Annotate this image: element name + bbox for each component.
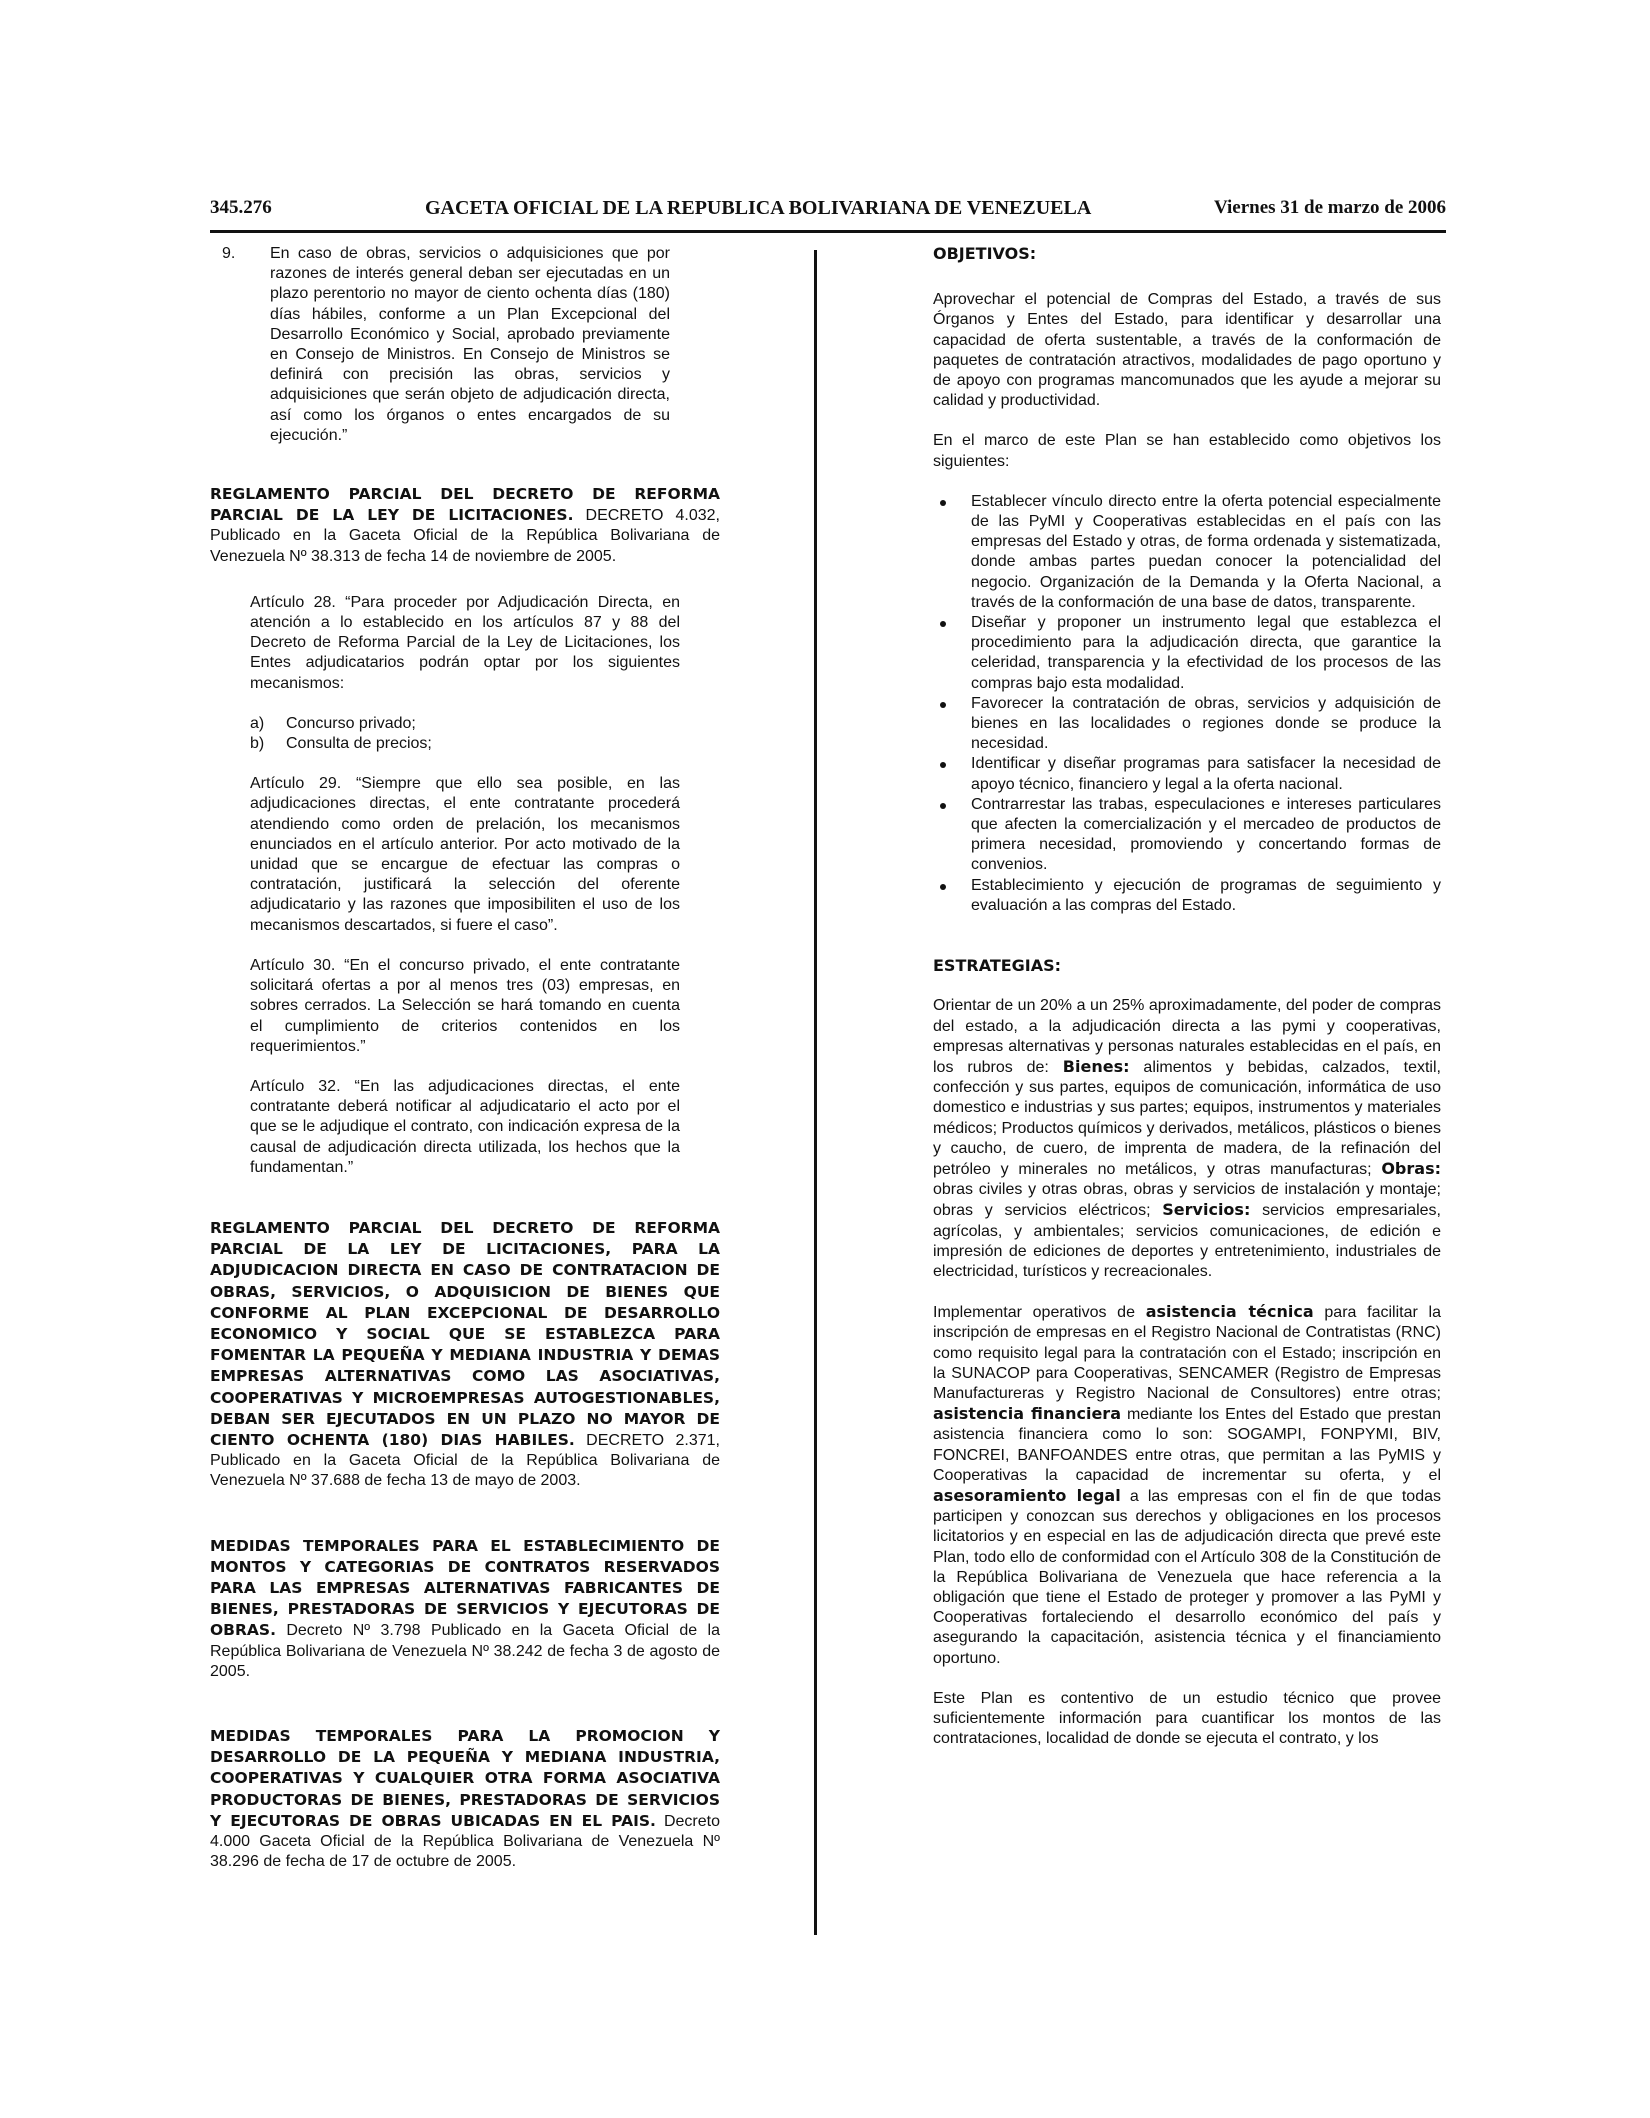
keyword-asistencia-tecnica: asistencia técnica [1145,1302,1314,1322]
medidas-reference: Decreto Nº 3.798 Publicado en la Gaceta Oficial de la República Bolivariana de Venezuela Nº 38.242 de fecha 3 de agosto de 2005. [210,1622,720,1680]
list-item: Favorecer la contratación de obras, servicios y adquisición de bienes en las localidades o regiones donde se produce la necesidad. [933,694,1441,755]
issue-date: Viernes 31 de marzo de 2006 [1214,197,1446,218]
list-letter: a) [250,714,265,732]
reglamento-reference: DECRETO 4.032, Publicado en la Gaceta Oficial de la República Bolivariana de Venezuela Nº 38.313 de fecha 14 de noviembre de 2005. [210,507,720,565]
keyword-asesoramiento-legal: asesoramiento legal [933,1485,1121,1505]
objetivos-lead: En el marco de este Plan se han establecido como objetivos los siguientes: [933,432,1441,470]
reglamento-title: REGLAMENTO PARCIAL DEL DECRETO DE REFORMA PARCIAL DE LA LEY DE LICITACIONES. [210,485,720,525]
header-rule [210,230,1446,233]
item-9 [222,244,720,446]
objetivos-heading: OBJETIVOS: [933,244,1037,263]
articulo-28 [250,593,680,694]
list-letter: b) [250,735,265,753]
list-text: Concurso privado; [286,714,416,732]
list-item: Identificar y diseñar programas para satisfacer la necesidad de apoyo técnico, financiero y legal a la oferta nacional. [933,754,1441,794]
page-number: 345.276 [210,197,272,218]
estrategia-2: Implementar operativos de asistencia técnica para facilitar la inscripción de empresas en el Registro Nacional de Contratistas (RNC) como requisito legal para la contratación con el Estado; inscripción en la SUNACOP para Cooperativas, SENCAMER (Registro de Empresas Manufactureras y Registro Nacional de Consultores) entre otras; asistencia financiera mediante los Entes del Estado que prestan asistencia financiera como lo son: SOGAMPI, FONPYMI, BIV, FONCREI, BANFOANDES entre otras, que permitan a las PyMIS y Cooperativas la capacidad de incrementar su oferta, y el asesoramiento legal a las empresas con el fin de que todas participen y conozcan sus derechos y obligaciones en los procesos licitatorios y en especial en las de adjudicación directa que prevé este Plan, todo ello de conformidad con el Artículo 308 de la Constitución de la República Bolivariana de Venezuela que hace referencia a la obligación que tiene el Estado de proteger y promover a las PyMI y Cooperativas fortaleciendo el desarrollo económico del país y asegurando la capacitación, asistencia técnica y el financiamiento oportuno. [933,1302,1442,1667]
keyword-servicios: Servicios: [1162,1200,1251,1220]
objetivos-list [933,492,1441,916]
articulo-30-text: Artículo 30. “En el concurso privado, el ente contratante solicitará ofertas a por al menos tres (03) empresas, en sobres cerrados. La Selección se hará tomando en cuenta el cumplimiento de criterios contenidos en los requerimientos.” [250,956,680,1055]
medidas-title: MEDIDAS TEMPORALES PARA EL ESTABLECIMIENTO DE MONTOS Y CATEGORIAS DE CONTRATOS RESERVADOS PARA LAS EMPRESAS ALTERNATIVAS FABRICANTES DE BIENES, PRESTADORAS DE SERVICIOS Y EJECUTORAS DE OBRAS. [210,1536,720,1640]
medidas-title: MEDIDAS TEMPORALES PARA LA PROMOCION Y DESARROLLO DE LA PEQUEÑA Y MEDIANA INDUSTRIA, COOPERATIVAS Y CUALQUIER OTRA FORMA ASOCIATIVA PRODUCTORAS DE BIENES, PRESTADORAS DE SERVICIOS Y EJECUTORAS DE OBRAS UBICADAS EN EL PAIS. [210,1726,720,1830]
list-item [250,714,720,734]
medidas-temporales-4000 [210,1726,720,1872]
right-column [933,244,1441,1749]
articulo-32 [250,1077,680,1178]
mechanism-list [250,714,720,754]
column-divider [814,250,817,1935]
list-item: Diseñar y proponer un instrumento legal que establezca el procedimiento para la adjudicación directa, que garantice la celeridad, transparencia y la efectividad de los procesos de las compras bajo esta modalidad. [933,613,1441,694]
articulo-28-text: Artículo 28. “Para proceder por Adjudicación Directa, en atención a lo establecido en los artículos 87 y 88 del Decreto de Reforma Parcial de la Ley de Licitaciones, los Entes adjudicatarios podrán optar por los siguientes mecanismos: [250,593,680,692]
articulo-29 [250,774,680,936]
list-item: Contrarrestar las trabas, especulaciones e intereses particulares que afecten la comercialización y el mercadeo de productos de primera necesidad, promoviendo y concertando formas de convenios. [933,795,1441,876]
articulo-29-text: Artículo 29. “Siempre que ello sea posible, en las adjudicaciones directas, el ente contratante procederá atendiendo como orden de prelación, los mecanismos enunciados en el artículo anterior. Por acto motivado de la unidad que se encargue de efectuar las compras o contratación, justificará la selección del oferente adjudicatario y las razones que imposibiliten el uso de los mecanismos descartados, si fuere el caso”. [250,775,680,934]
articulo-30 [250,956,680,1057]
gazette-title: GACETA OFICIAL DE LA REPUBLICA BOLIVARIANA DE VENEZUELA [425,197,1092,219]
keyword-obras: Obras: [1381,1158,1441,1178]
keyword-asistencia-financiera: asistencia financiera [933,1404,1121,1424]
medidas-reference: Decreto 4.000 Gaceta Oficial de la República Bolivariana de Venezuela Nº 38.296 de fecha de 17 de octubre de 2005. [210,1812,720,1871]
estrategia-1: Orientar de un 20% a un 25% aproximadamente, del poder de compras del estado, a la adjudicación directa a las pymi y cooperativas, empresas alternativas y personas naturales establecidas en el país, en los rubros de: Bienes: alimentos y bebidas, calzados, textil, confección y sus partes, equipos de comunicación, informática de uso domestico e industrias y sus partes; equipos, instrumentos y materiales médicos; Productos químicos y derivados, metálicos, plásticos o bienes y caucho, de cuero, de imprenta de madera, de la refinación del petróleo y minerales no metálicos, y otras manufacturas; Obras: obras civiles y otras obras, obras y servicios de instalación y montaje; obras y servicios eléctricos; Servicios: servicios empresariales, agrícolas, y ambientales; servicios comunicaciones, de edición e impresión de ediciones de deportes y entretenimiento, industriales de electricidad, turísticos y recreacionales. [933,997,1442,1280]
item-9-text: En caso de obras, servicios o adquisiciones que por razones de interés general deban ser ejecutadas en un plazo perentorio no mayor de ciento ochenta días (180) días hábiles, conforme a un Plan Excepcional del Desarrollo Económico y Social, aprobado previamente en Consejo de Ministros. En Consejo de Ministros se definirá con precisión las obras, servicios y adquisiciones que serán objeto de adjudicación directa, así como los órganos o entes encargados de su ejecución.” [270,245,670,444]
page-header [210,197,1446,231]
reglamento-reference: DECRETO 2.371, Publicado en la Gaceta Oficial de la República Bolivariana de Venezuela Nº 37.688 de fecha 13 de mayo de 2003. [210,1431,720,1490]
estrategia-3: Este Plan es contentivo de un estudio técnico que provee suficientemente información para cuantificar los montos de las contrataciones, localidad de donde se ejecuta el contrato, y los [933,1689,1441,1748]
reglamento-title: REGLAMENTO PARCIAL DEL DECRETO DE REFORMA PARCIAL DE LA LEY DE LICITACIONES, PARA LA ADJUDICACION DIRECTA EN CASO DE CONTRATACION DE OBRAS, SERVICIOS, O ADQUISICION DE BIENES QUE CONFORME AL PLAN EXCEPCIONAL DE DESARROLLO ECONOMICO Y SOCIAL QUE SE ESTABLEZCA PARA FOMENTAR LA PEQUEÑA Y MEDIANA INDUSTRIA Y DEMAS EMPRESAS ALTERNATIVAS COMO LAS ASOCIATIVAS, COOPERATIVAS Y MICROEMPRESAS AUTOGESTIONABLES, DEBAN SER EJECUTADOS EN UN PLAZO NO MAYOR DE CIENTO OCHENTA (180) DIAS HABILES. [210,1218,720,1449]
list-item: Establecer vínculo directo entre la oferta potencial especialmente de las PyMI y Cooperativas establecidas en el país con las empresas del Estado y otras, de forma ordenada y sistematizada, donde ambas partes puedan conocer la potencialidad del negocio. Organización de la Demanda y la Oferta Nacional, a través de la conformación de una base de datos, transparente. [933,492,1441,613]
medidas-temporales-3798 [210,1536,720,1682]
list-item: Establecimiento y ejecución de programas de seguimiento y evaluación a las compras del Estado. [933,876,1441,916]
reglamento-parcial-4032 [210,484,720,567]
estrategias-heading: ESTRATEGIAS: [933,956,1062,976]
keyword-bienes: Bienes: [1062,1056,1130,1076]
item-number: 9. [222,245,236,262]
list-item [250,734,720,754]
left-column [210,244,720,1872]
objetivos-intro: Aprovechar el potencial de Compras del Estado, a través de sus Órganos y Entes del Estado, para identificar y desarrollar una capacidad de oferta sustentable, a través de la conformación de paquetes de contratación atractivos, modalidades de pago oportuno y de apoyo con programas mancomunados que les ayude a mejorar su calidad y productividad. [933,291,1441,410]
list-text: Consulta de precios; [286,735,432,753]
articulo-32-text: Artículo 32. “En las adjudicaciones directas, el ente contratante deberá notificar al adjudicatario el acto por el que se le adjudique el contrato, con indicación expresa de la causal de adjudicación directa utilizada, los hechos que la fundamentan.” [250,1077,680,1176]
reglamento-parcial-2371 [210,1218,720,1492]
